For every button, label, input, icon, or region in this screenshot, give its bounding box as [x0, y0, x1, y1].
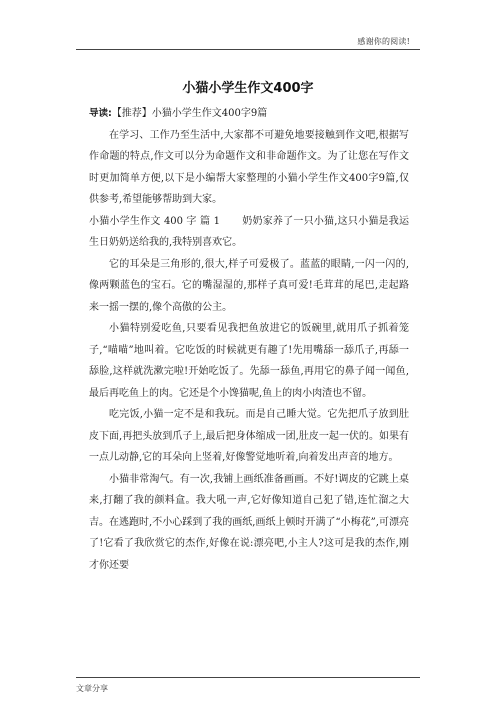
- piece-first-line: 奶奶家养了一只小猫,这只小猫是我运生日奶奶送给我的,我特别喜欢它。: [89, 215, 409, 248]
- body-paragraph: 它的耳朵是三角形的,很大,样子可爱极了。蓝蓝的眼睛,一闪一闪的,像两颗蓝色的宝石。它的嘴湿湿的,那样子真可爱!毛茸茸的尾巴,走起路来一摇一摆的,像个高傲的公主。: [89, 258, 409, 313]
- intro-paragraph: 在学习、工作乃至生活中,大家都不可避免地要接触到作文吧,根据写作命题的特点,作文可以分为命题作文和非命题作文。为了让您在写作文时更加简单方便,以下是小编帮大家整理的小猫小学生作文400字9篇,仅供参考,希望能够帮助到大家。: [89, 129, 409, 205]
- piece-heading: 小猫小学生作文 400 字 篇 1: [89, 215, 221, 227]
- body-paragraph: 小猫特别爱吃鱼,只要看见我把鱼放进它的饭碗里,就用爪子抓着笼子,“喵喵”地叫着。它吃饭的时候就更有趣了!先用嘴舔一舔爪子,再舔一舔脸,这样就洗漱完啦!开始吃饭了。先舔一舔鱼,再用它的鼻子闻一闻鱼,最后再吃鱼上的肉。它还是个小馋猫呢,鱼上的肉小肉渣也不留。: [89, 323, 409, 399]
- body-paragraph: 吃完饭,小猫一定不是和我玩。而是自己睡大觉。它先把爪子放到肚皮下面,再把头放到爪子上,最后把身体缩成一团,肚皮一起一伏的。如果有一点儿动静,它的耳朵向上竖着,好像警觉地听着,向着发出声音的地方。: [89, 409, 409, 463]
- body-paragraph: 小猫非常淘气。有一次,我铺上画纸准备画画。不好!调皮的它跳上桌来,打翻了我的颜料盒。我大吼一声,它好像知道自己犯了错,连忙溜之大吉。在逃跑时,不小心踩到了我的画纸,画纸上顿时开满了“小梅花”,可漂亮了!它看了我欣赏它的杰作,好像在说:漂亮吧,小主人?这可是我的杰作,刚才你还要: [89, 473, 409, 571]
- header-divider: [76, 49, 420, 50]
- lead-paragraph: [89, 103, 409, 125]
- footer-divider: [76, 677, 420, 678]
- document-body: [89, 103, 409, 576]
- header-note: 感谢你的阅读!: [357, 37, 410, 46]
- piece-heading-paragraph: [89, 211, 409, 254]
- lead-label: 导读:: [89, 108, 112, 119]
- footer-note: 文章分享: [76, 684, 108, 693]
- page-title: 小猫小学生作文400字: [182, 81, 314, 96]
- lead-text: 【推荐】小猫小学生作文400字9篇: [111, 108, 268, 119]
